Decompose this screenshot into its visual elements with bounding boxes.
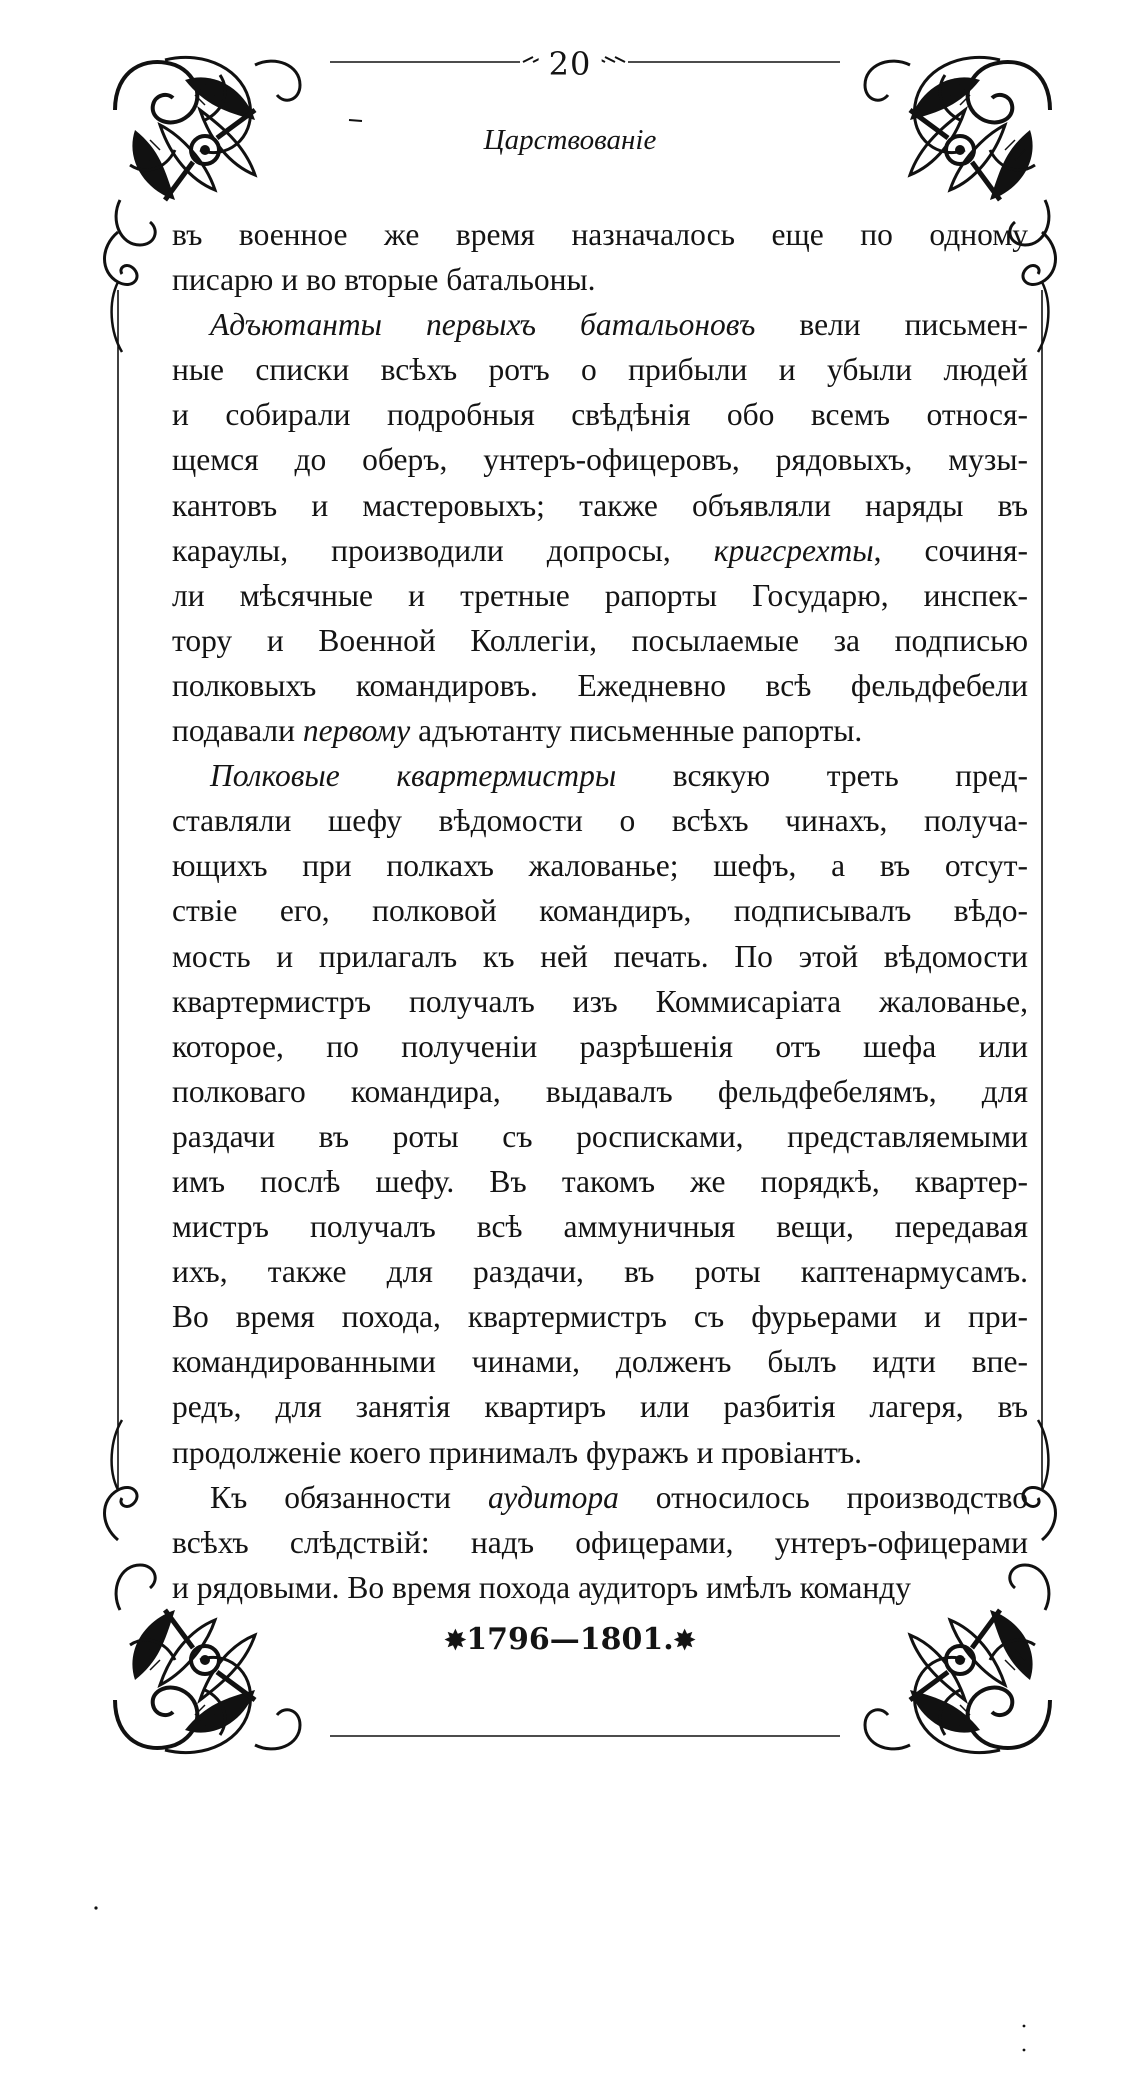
text-run: ющихъ при полкахъ жалованье; шефъ, а въ отсут- <box>172 848 1028 884</box>
text-run: мистръ получалъ всѣ аммуничныя вещи, передавая <box>172 1209 1028 1245</box>
text-run: которое, по полученіи разрѣшенія отъ шефа или <box>172 1028 1028 1064</box>
text-line <box>172 1565 1028 1610</box>
italic-term: Полковые квартермистры <box>210 758 617 794</box>
text-run: ные списки всѣхъ ротъ о прибыли и убыли людей <box>172 352 1028 388</box>
text-line <box>172 843 1028 888</box>
star-ornament-left: ✸ <box>444 1626 467 1656</box>
text-line <box>172 1024 1028 1069</box>
footer-dates <box>0 1620 1140 1661</box>
text-run: караулы, производили допросы, <box>172 532 714 568</box>
text-run: ставляли шефу вѣдомости о всѣхъ чинахъ, получа- <box>172 803 1028 839</box>
text-line <box>172 1249 1028 1294</box>
text-run: относилось производство <box>618 1479 1028 1515</box>
text-run: всѣхъ слѣдствій: надъ офицерами, унтеръ-офицерами <box>172 1524 1028 1560</box>
text-line <box>172 573 1028 618</box>
text-line <box>172 618 1028 663</box>
text-run: , сочиня- <box>873 532 1028 568</box>
text-line <box>172 437 1028 482</box>
star-ornament-right: ✸ <box>673 1626 696 1656</box>
page-number: 20 <box>539 40 602 88</box>
text-run: ли мѣсячные и третные рапорты Государю, инспек- <box>172 577 1028 613</box>
text-run: раздачи въ роты съ росписками, представляемыми <box>172 1118 1028 1154</box>
text-run: щемся до оберъ, унтеръ-офицеровъ, рядовыхъ, музы- <box>172 442 1028 478</box>
text-run: ствіе его, полковой командиръ, подписывалъ вѣдо- <box>172 893 1028 929</box>
text-run: редъ, для занятія квартиръ или разбитія лагеря, въ <box>172 1389 1028 1425</box>
text-line <box>172 528 1028 573</box>
text-line <box>172 1159 1028 1204</box>
text-run: командированными чинами, долженъ былъ идти впе- <box>172 1344 1028 1380</box>
text-run: кантовъ и мастеровыхъ; также объявляли наряды въ <box>172 487 1028 523</box>
text-run: и рядовыми. Во время похода аудиторъ имѣлъ команду <box>172 1569 911 1605</box>
text-run: въ военное же время назначалось еще по одному <box>172 217 1028 252</box>
text-line <box>172 798 1028 843</box>
text-line <box>172 257 1028 302</box>
text-line <box>172 212 1028 257</box>
text-line <box>172 1294 1028 1339</box>
text-run: полковыхъ командировъ. Ежедневно всѣ фельдфебели <box>172 667 1028 703</box>
text-line <box>172 888 1028 933</box>
text-line <box>172 934 1028 979</box>
text-run: ихъ, также для раздачи, въ роты каптенармусамъ. <box>172 1254 1028 1290</box>
text-run: подавали <box>172 713 303 749</box>
text-run: писарю и во вторые батальоны. <box>172 262 596 298</box>
text-line <box>172 1520 1028 1565</box>
text-run: тору и Военной Коллегіи, посылаемые за подписью <box>172 622 1028 658</box>
text-run: и собирали подробныя свѣдѣнія обо всемъ относя- <box>172 397 1028 433</box>
text-line <box>172 347 1028 392</box>
text-line <box>172 1339 1028 1384</box>
italic-term: аудитора <box>487 1479 619 1515</box>
text-run: Къ обязанности <box>210 1479 488 1515</box>
text-run: адъютанту письменные рапорты. <box>410 713 863 749</box>
text-line <box>172 392 1028 437</box>
text-run: квартермистръ получалъ изъ Коммисаріата жалованье, <box>172 983 1028 1019</box>
text-run: мость и прилагалъ къ ней печать. По этой вѣдомости <box>172 938 1028 974</box>
italic-term: Адъютанты первыхъ батальоновъ <box>210 307 756 343</box>
text-run: всякую треть пред- <box>616 758 1028 794</box>
text-run: Во время похода, квартермистръ съ фурьерами и при- <box>172 1299 1028 1335</box>
text-line <box>172 483 1028 528</box>
running-head: Царствованіе <box>483 124 657 156</box>
text-line <box>172 979 1028 1024</box>
text-line <box>172 302 1028 347</box>
text-line <box>172 1204 1028 1249</box>
text-run: имъ послѣ шефу. Въ такомъ же порядкѣ, квартер- <box>172 1163 1028 1199</box>
text-line <box>172 1069 1028 1114</box>
text-line <box>172 663 1028 708</box>
italic-term: первому <box>302 713 411 749</box>
footer-dates-text: 1796—1801. <box>466 1622 674 1657</box>
text-line <box>172 753 1028 798</box>
text-line <box>172 1114 1028 1159</box>
text-run: полковаго командира, выдавалъ фельдфебелямъ, для <box>172 1073 1028 1109</box>
text-line <box>172 1430 1028 1475</box>
text-run: продолженіе коего принималъ фуражъ и провіантъ. <box>172 1434 863 1470</box>
body-text <box>172 212 1028 1610</box>
text-line <box>172 708 1028 753</box>
italic-term: кригсрехты <box>713 532 874 568</box>
text-line <box>172 1475 1028 1520</box>
text-run: вели письмен- <box>755 307 1028 343</box>
text-line <box>172 1384 1028 1429</box>
